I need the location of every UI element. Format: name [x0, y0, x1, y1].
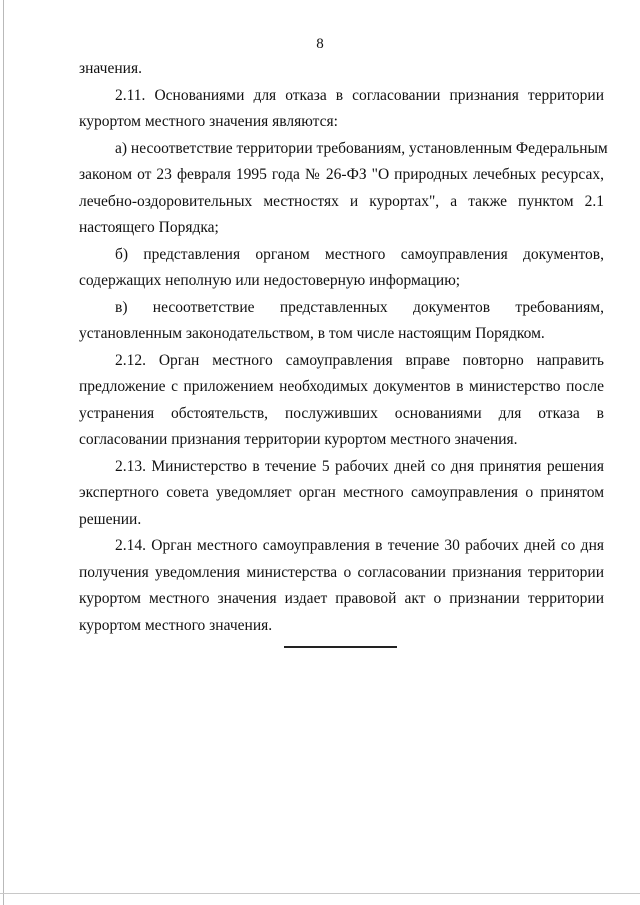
text-line: решении. — [79, 510, 142, 528]
text-line: согласовании признания территории курортом местного значения. — [79, 431, 518, 448]
page-number: 8 — [316, 36, 324, 52]
scan-edge-bottom — [0, 893, 640, 894]
text-line: курортом местного значения издает правовой акт о признании территории — [79, 590, 604, 607]
text-line: настоящего Порядка; — [79, 219, 219, 236]
paragraph-2-12-line: 2.12. Орган местного самоуправления вправе повторно направить — [115, 351, 604, 369]
paragraph-2-14-line: 2.14. Орган местного самоуправления в течение 30 рабочих дней со дня — [115, 537, 604, 554]
scan-edge-left — [3, 0, 4, 905]
item-b-line: б) представления органом местного самоуправления документов, — [115, 245, 604, 263]
end-of-text-rule — [284, 646, 397, 648]
text-line: установленным законодательством, в том числе настоящим Порядком. — [79, 325, 545, 342]
text-line: курортом местного значения. — [79, 616, 273, 634]
paragraph-2-13-line: 2.13. Министерство в течение 5 рабочих дней со дня принятия решения — [115, 457, 604, 475]
text-line: экспертного совета уведомляет орган местного самоуправления о принятом — [79, 484, 604, 501]
text-line: устранения обстоятельств, послуживших основаниями для отказа в — [79, 404, 604, 422]
text-line: законом от 23 февраля 1995 года № 26-ФЗ "О природных лечебных ресурсах, — [79, 166, 604, 183]
item-a-line: а) несоответствие территории требованиям, установленным Федеральным — [115, 139, 608, 157]
text-line: предложение с приложением необходимых документов в министерство после — [79, 378, 604, 395]
text-line: получения уведомления министерства о согласовании признания территории — [79, 563, 604, 581]
text-line: значения. — [79, 60, 142, 77]
document-body — [79, 56, 608, 639]
text-line: лечебно-оздоровительных местностях и курортах", а также пунктом 2.1 — [79, 192, 604, 210]
item-v-line: в) несоответствие представленных документов требованиям, — [115, 298, 604, 316]
text-line: курортом местного значения являются: — [79, 113, 338, 130]
text-line: содержащих неполную или недостоверную информацию; — [79, 272, 461, 289]
paragraph-2-11-line: 2.11. Основаниями для отказа в согласовании признания территории — [115, 86, 604, 104]
